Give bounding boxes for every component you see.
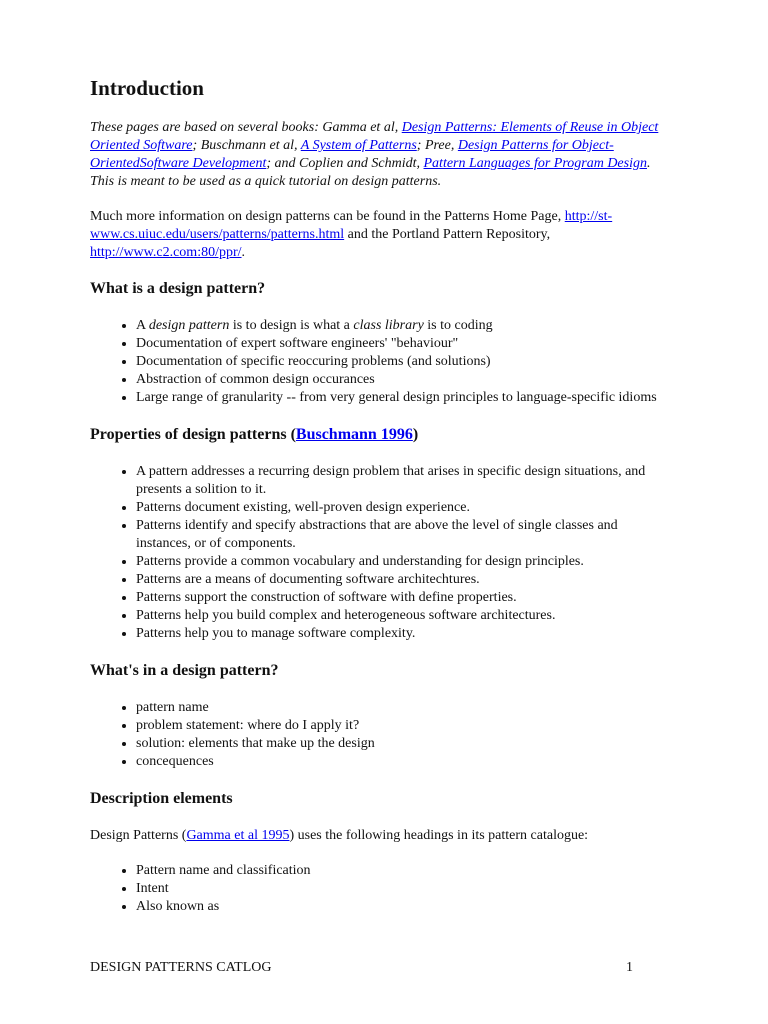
page-title: Introduction — [90, 76, 204, 100]
list-item: • Patterns help you build complex and heterogeneous software architectures. — [136, 607, 670, 625]
intro-text: ; Pree, — [416, 138, 458, 153]
list-item: • Patterns are a means of documenting software architechtures. — [136, 571, 670, 589]
list-item-text: is to coding — [423, 318, 493, 333]
section-heading-description: Description elements — [90, 790, 233, 807]
list-item: • solution: elements that make up the design — [136, 735, 670, 753]
more-info-text: and the Portland Pattern Repository, — [344, 227, 551, 242]
list-item: • Documentation of specific reoccuring problems (and solutions) — [136, 353, 670, 371]
list-item: • Patterns provide a common vocabulary and understanding for design principles. — [136, 553, 670, 571]
list-item-text: is to design is what a — [229, 318, 354, 333]
link-portland-pattern-repository[interactable]: http://www.c2.com:80/ppr/ — [90, 245, 242, 260]
list-item: • Patterns document existing, well-proven design experience. — [136, 499, 670, 517]
list-item: • Pattern name and classification — [136, 862, 670, 880]
description-text: ) uses the following headings in its pattern catalogue: — [289, 828, 589, 843]
list-item: • Abstraction of common design occurances — [136, 371, 670, 389]
description-list — [90, 862, 670, 916]
list-item: • concequences — [136, 753, 670, 771]
section-heading-whats-in: What's in a design pattern? — [90, 662, 279, 679]
intro-text: . This is meant to be used as a quick tutorial on design patterns. — [90, 156, 651, 189]
list-item: • Also known as — [136, 898, 670, 916]
list-item: • Patterns help you to manage software complexity. — [136, 625, 670, 643]
list-item: • problem statement: where do I apply it? — [136, 717, 670, 735]
list-item-text: A — [136, 318, 149, 333]
section-heading-what-is: What is a design pattern? — [90, 280, 266, 297]
link-gamma-1995[interactable]: Gamma et al 1995 — [186, 828, 290, 843]
heading-text: ) — [412, 426, 419, 443]
description-text: Design Patterns ( — [90, 828, 187, 843]
what-is-list — [90, 317, 670, 407]
list-item: • Intent — [136, 880, 670, 898]
more-info-paragraph — [90, 208, 670, 262]
more-info-text: Much more information on design patterns can be found in the Patterns Home Page, — [90, 209, 565, 224]
list-item: • Large range of granularity -- from very general design principles to language-specific idioms — [136, 389, 670, 407]
link-pree-book[interactable]: Design Patterns for Object-OrientedSoftware Development — [90, 138, 614, 171]
intro-text: ; Buschmann et al, — [192, 138, 301, 153]
link-pattern-languages[interactable]: Pattern Languages for Program Design — [423, 156, 647, 171]
list-item: • Patterns support the construction of software with define properties. — [136, 589, 670, 607]
more-info-text: . — [241, 245, 246, 260]
intro-text: ; and Coplien and Schmidt, — [266, 156, 424, 171]
footer-label: DESIGN PATTERNS CATLOG — [90, 960, 272, 975]
page-footer — [90, 959, 633, 977]
description-paragraph — [90, 827, 670, 845]
link-buschmann-1996[interactable]: Buschmann 1996 — [295, 426, 413, 443]
link-patterns-home-page[interactable]: http://st-www.cs.uiuc.edu/users/patterns/patterns.html — [90, 209, 613, 242]
heading-text: Properties of design patterns ( — [90, 426, 296, 443]
list-item-emphasis: class library — [353, 318, 424, 333]
intro-text: These pages are based on several books: Gamma et al, — [90, 120, 402, 135]
list-item: • pattern name — [136, 699, 670, 717]
list-item — [136, 317, 670, 335]
list-item: • Patterns identify and specify abstractions that are above the level of single classes and instances, or of components. — [136, 517, 670, 553]
page-number: 1 — [626, 960, 633, 975]
properties-list — [90, 463, 670, 643]
whats-in-list — [90, 699, 670, 771]
list-item-emphasis: design pattern — [148, 318, 230, 333]
section-heading-properties — [90, 425, 670, 445]
document-page — [90, 74, 670, 934]
list-item: • A pattern addresses a recurring design problem that arises in specific design situations, and presents a solition to it. — [136, 463, 670, 499]
intro-paragraph — [90, 119, 670, 191]
link-system-of-patterns[interactable]: A System of Patterns — [300, 138, 417, 153]
link-design-patterns-book[interactable]: Design Patterns: Elements of Reuse in Object Oriented Software — [90, 120, 659, 153]
list-item: • Documentation of expert software engineers' "behaviour" — [136, 335, 670, 353]
